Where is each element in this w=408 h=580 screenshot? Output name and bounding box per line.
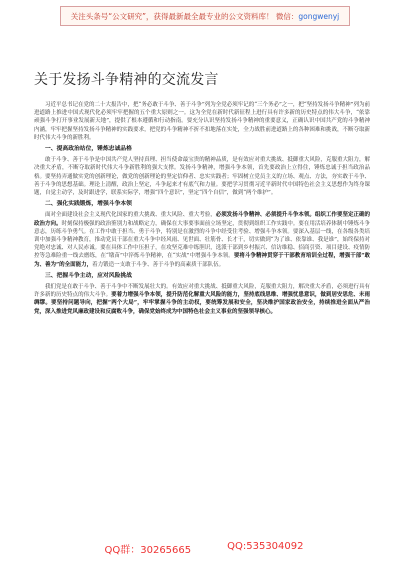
- banner-text: 关注头条号“公文研究”，获得最新最全最专业的公文资料库！ 微信：: [70, 11, 299, 21]
- document-body: [34, 101, 370, 316]
- section-2-lead: 面对全面建设社会主义现代化国家的重大挑战、重大风险、重大考验，: [45, 212, 216, 219]
- top-banner[interactable]: [60, 6, 350, 26]
- section-3-bold: 要着力增强斗争本领，提升防范化解重大风险的能力，坚持底线思维、增强忧患意识，做到居安思危、未雨绸缪。要坚持问题导向，把握“两个大局”，牢牢掌握斗争的主动权，要统筹发展和安全，坚决维护国家政治安全，持续推进全面从严治党，深入推进党风廉政建设和反腐败斗争，确保党始终成为中国特色社会主义事业的坚强领导核心。: [34, 292, 370, 315]
- section-1-heading: 一、提高政治站位，锤炼忠诚品格: [45, 146, 132, 153]
- section-2-text: [34, 211, 370, 268]
- footer: [0, 541, 408, 556]
- section-1-text: 敢于斗争、善于斗争是中国共产党人坚持真理、担当使命最宝贵的精神品质，是有效应对重大挑战、抵御重大风险，克服重大阻力，解决重大矛盾，不断夺取新时代伟大斗争新胜利的强大支撑。发扬斗争精神，增强斗争本领，首先要政治上立得住，锤炼忠诚于担当政治品格。要坚持弄通做实党的创新理论，做党的创新理论的坚定信仰者、忠实实践者；牢固树立党员主义的立场、观点、方法，夯实敢于斗争、善于斗争的思想基础。理论上清醒，政治上坚定，斗争起来才有底气和力量。要把学习贯彻习近平新时代中国特色社会主义思想作为终身课题，自觉主动学，及时跟进学，联系实际学，增强“四个意识”，坚定“四个自信”，做到“两个维护”。: [34, 157, 370, 197]
- wechat-id: gongwenyj: [298, 11, 340, 21]
- section-2-tail: 着力锻造一支敢于斗争、善于斗争的高素质干部队伍。: [92, 261, 225, 268]
- qq-group: QQ群：30265665: [104, 545, 192, 556]
- section-3-lead: 我们党是在敢于斗争、善于斗争中不断发展壮大的。有效应对重大挑战、抵御重大风险，克服重大阻力，解决重大矛盾，必须进行具有许多新的历史特点的伟大斗争。: [34, 284, 370, 299]
- intro-paragraph: 习近平总书记在党的二十大报告中，把“务必敢于斗争、善于斗争”列为全党必须牢记的“三个务必”之一，把“坚持发扬斗争精神”列为前进道路上推进中国式现代化必须牢牢把握的五个重大原则之一。这为全党在新时代新征程上进行具有许多新的历史特点的伟大斗争，“依靠顽强斗争打开事业发展新天地”，提供了根本遵循和行动指南。要充分认识坚持发扬斗争精神的重要意义，正确认识中国共产党的斗争精神内涵，牢牢把握坚持发扬斗争精神的实践要求，把党的斗争精神不折不扣地落在实处，全力战胜前进道路上的各种困难和挑战，不断夺取新时代伟大斗争的新胜利。: [34, 102, 370, 141]
- section-3-text: [34, 283, 370, 316]
- qq-number: QQ:535304092: [227, 541, 304, 552]
- section-2-heading: 二、强化实践锻炼，增强斗争本领: [45, 201, 132, 208]
- document-title: 关于发扬斗争精神的交流发言: [34, 72, 219, 88]
- section-3-heading: 三、把握斗争主动，应对风险挑战: [45, 272, 132, 279]
- section-2-bold1: 必须发扬斗争精神、必须提升斗争本领。组织工作要坚定正确的政治方向。: [34, 212, 370, 227]
- section-2-bold2: 要将斗争精神贯穿于干部教育培训全过程，增强干部“敢为、善为”的全面能力，: [34, 253, 371, 268]
- section-2-after: 时刻保持极强的政治鉴别力和战略定力，确保在大事要事面前立场坚定，贯彻到组织工作实践中。要在用活培养体制中锤炼斗争意志，历练斗争勇气。在工作中敢于担当、勇于斗争，特别是在激烈的斗争中经受住考验、增强斗争本领。要深入基层一线，在各级各类培训中加强斗争精神教育，推动党员干部在重大斗争中经风雨、见世面、壮筋骨、长才干，切实做到“为了谁、依靠谁、我是谁”，始终保持对党绝对忠诚、对人民赤诚。要在具体工作中压担子，在攻坚克难中练胆识，选派干部到乡村振兴、信访维稳、招商引资、项目建设、疫情防控等急难险重一线去磨练，在“墩苗”中淬炼斗争精神，在“实战”中增强斗争本领。: [34, 220, 370, 260]
